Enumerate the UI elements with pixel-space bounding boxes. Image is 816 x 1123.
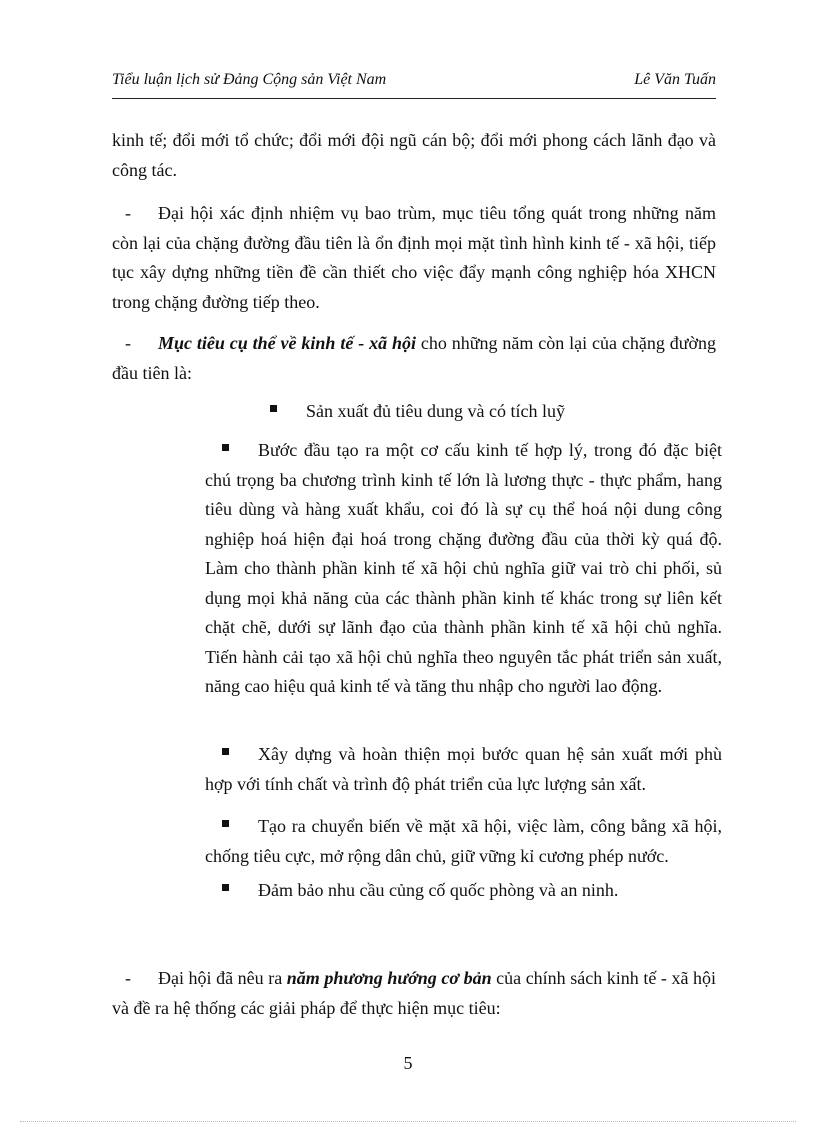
- paragraph-five-directions: [112, 964, 716, 1023]
- bullet-item: Bước đầu tạo ra một cơ cấu kinh tế hợp lý, trong đó đặc biệt chú trọng ba chương trình kinh tế lớn là lương thực - thực phẩm, hang tiêu dùng và hàng xuất khẩu, coi đó là sự cụ thể hoá nội dung công nghiệp hoá hiện đại hoá trong chặng đường đầu của thời kỳ quá độ. Làm cho thành phần kinh tế xã hội chủ nghĩa giữ vai trò chi phối, sủ dụng mọi khả năng của các thành phần kinh tế khác trong sự liên kết chặt chẽ, dưới sự lãnh đạo của thành phần kinh tế xã hội chủ nghĩa. Tiến hành cải tạo xã hội chủ nghĩa theo nguyên tắc phát triển sản xuất, năng cao hiệu quả kinh tế và tăng thu nhập cho người lao động.: [205, 440, 722, 696]
- header-author: Lê Văn Tuấn: [634, 71, 716, 88]
- page-bottom-border: [20, 1121, 796, 1122]
- header-rule: [112, 98, 716, 99]
- bullet-item: Đảm bảo nhu cầu củng cố quốc phòng và an ninh.: [258, 880, 619, 900]
- five-directions-emphasis: năm phương hướng cơ bản: [286, 968, 492, 988]
- bullet-icon: [270, 405, 277, 412]
- header-document-title: Tiểu luận lịch sử Đảng Cộng sản Việt Nam: [112, 71, 387, 88]
- specific-goals-text: cho những năm còn lại của chặng đường đầu tiên là:: [112, 333, 716, 383]
- dash-marker: -: [125, 333, 131, 353]
- page-header: [112, 71, 716, 95]
- bullet-item: Xây dựng và hoàn thiện mọi bước quan hệ sản xuất mới phù hợp với tính chất và trình độ phát triển của lực lượng sản xất.: [205, 744, 722, 794]
- paragraph-specific-goals: [112, 329, 716, 388]
- specific-goals-emphasis: Mục tiêu cụ thể về kinh tế - xã hội: [158, 333, 416, 353]
- five-directions-text-before: Đại hội đã nêu ra: [158, 968, 287, 988]
- bullet-item: Tạo ra chuyển biến về mặt xã hội, việc làm, công bằng xã hội, chống tiêu cực, mở rộng dân chủ, giữ vững kỉ cương phép nước.: [205, 816, 722, 866]
- dash-marker: -: [125, 968, 131, 988]
- bullet-item: Sản xuất đủ tiêu dung và có tích luỹ: [306, 401, 565, 421]
- page-number: 5: [403, 1053, 413, 1073]
- five-directions-text-after: của chính sách kinh tế - xã hội và đề ra hệ thống các giải pháp để thực hiện mục tiêu:: [112, 968, 716, 1018]
- paragraph-continuation: kinh tế; đổi mới tổ chức; đổi mới đội ngũ cán bộ; đổi mới phong cách lãnh đạo và công tác.: [112, 130, 716, 180]
- paragraph-general-task: Đại hội xác định nhiệm vụ bao trùm, mục tiêu tổng quát trong những năm còn lại của chặng đường đầu tiên là ổn định mọi mặt tình hình kinh tế - xã hội, tiếp tục xây dựng những tiền đề cần thiết cho việc đẩy mạnh công nghiệp hóa XHCN trong chặng đường tiếp theo.: [112, 203, 716, 312]
- dash-marker: -: [125, 203, 131, 223]
